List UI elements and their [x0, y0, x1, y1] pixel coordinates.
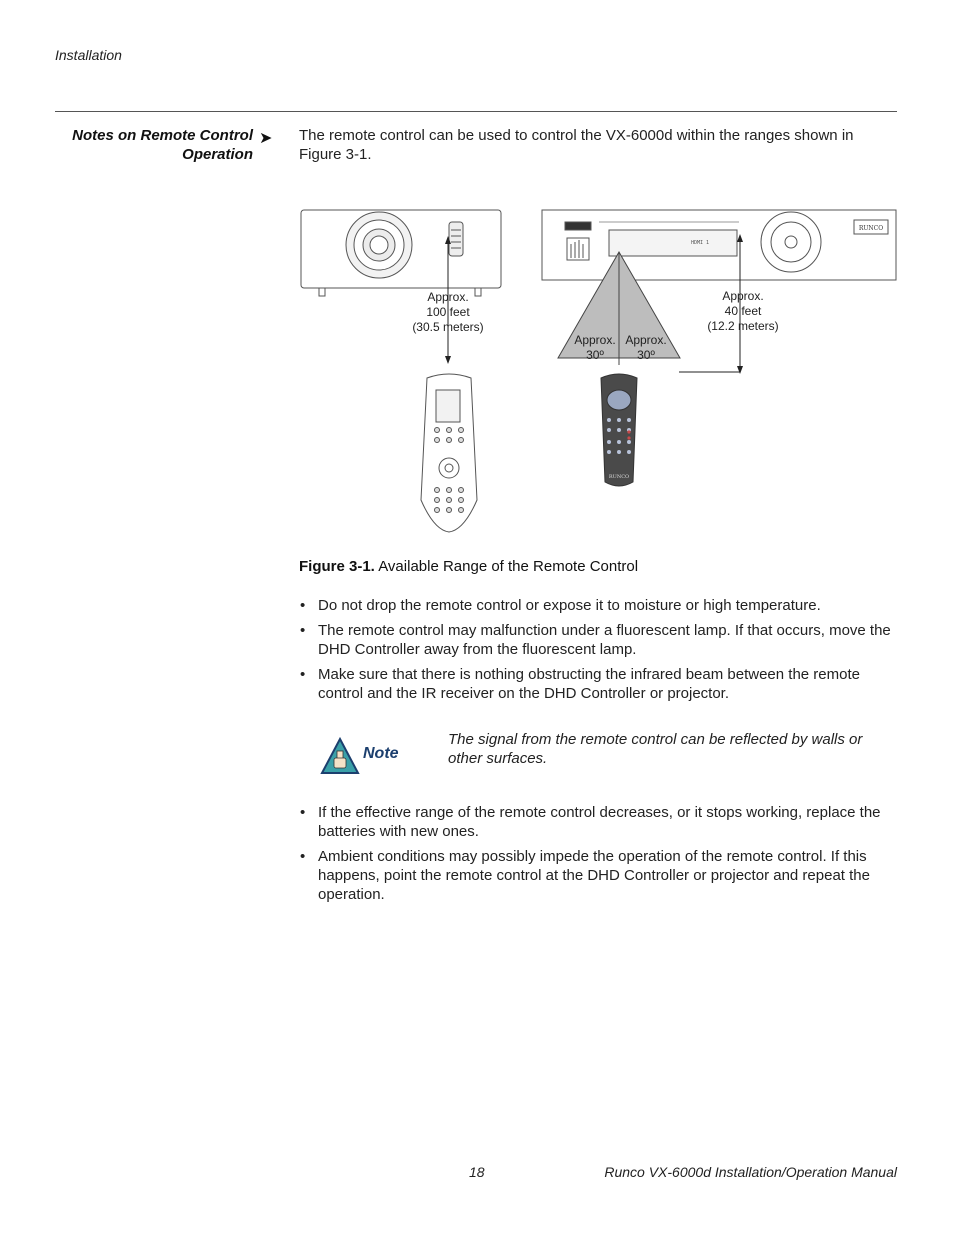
controller-range-label-line1: Approx. [722, 289, 764, 303]
angle-right-label [620, 333, 672, 363]
controller-range-label-line3: (12.2 meters) [707, 319, 779, 333]
projector-remote-illustration [421, 374, 477, 532]
controller-range-label-line2: 40 feet [724, 304, 762, 318]
controller-illustration [542, 210, 896, 280]
controller-brand-logo: RUNCO [858, 225, 884, 232]
list-item: • If the effective range of the remote control decreases, or it stops working, replace the batteries with new ones. [299, 803, 899, 841]
list-item: • Make sure that there is nothing obstructing the infrared beam between the remote control and the IR receiver on the DHD Controller or projector. [299, 665, 899, 703]
note-label: Note [363, 745, 399, 762]
intro-paragraph: The remote control can be used to control the VX-6000d within the ranges shown in Figure 3-1. [299, 127, 854, 163]
projector-range-label [395, 290, 501, 335]
controller-range-label [693, 289, 793, 334]
bullet-list-2 [299, 803, 899, 910]
page-number: 18 [469, 1164, 485, 1180]
figure-illustration [299, 200, 899, 540]
list-item: • Ambient conditions may possibly impede the operation of the remote control. If this happens, point the remote control at the DHD Controller or projector and repeat the operation. [299, 847, 899, 904]
section-title-line1: Notes on Remote Control [72, 127, 253, 144]
angle-right-label-line2: 30º [637, 348, 655, 362]
figure-caption-text: Available Range of the Remote Control [378, 558, 639, 575]
header-rule [55, 111, 897, 112]
controller-panel-text: HDMI 1 [691, 240, 710, 246]
figure-remote-range [299, 200, 899, 540]
figure-caption-number: Figure 3-1. [299, 558, 375, 575]
section-title-line2: Operation [182, 146, 253, 163]
section-title [55, 126, 253, 164]
angle-left-label-line1: Approx. [574, 333, 616, 347]
list-item: • Do not drop the remote control or expose it to moisture or high temperature. [299, 596, 899, 615]
angle-right-label-line1: Approx. [625, 333, 667, 347]
footer-manual-title: Runco VX-6000d Installation/Operation Manual [604, 1164, 897, 1180]
remote-brand-logo: RUNCO [608, 474, 630, 480]
running-header: Installation [55, 47, 122, 63]
controller-remote-illustration [601, 374, 637, 486]
projector-range-label-line2: 100 feet [426, 305, 470, 319]
projector-range-label-line3: (30.5 meters) [412, 320, 484, 334]
figure-caption [299, 558, 638, 575]
bullet-list-1 [299, 596, 899, 709]
list-item: • The remote control may malfunction under a fluorescent lamp. If that occurs, move the DHD Controller away from the fluorescent lamp. [299, 621, 899, 659]
section-arrow-icon: ➤ [259, 130, 273, 147]
note-hand-icon [320, 737, 360, 775]
projector-illustration [301, 210, 501, 296]
angle-left-label [569, 333, 621, 363]
note-text: The signal from the remote control can be reflected by walls or other surfaces. [448, 731, 863, 767]
angle-left-label-line2: 30º [586, 348, 604, 362]
projector-range-label-line1: Approx. [427, 290, 469, 304]
